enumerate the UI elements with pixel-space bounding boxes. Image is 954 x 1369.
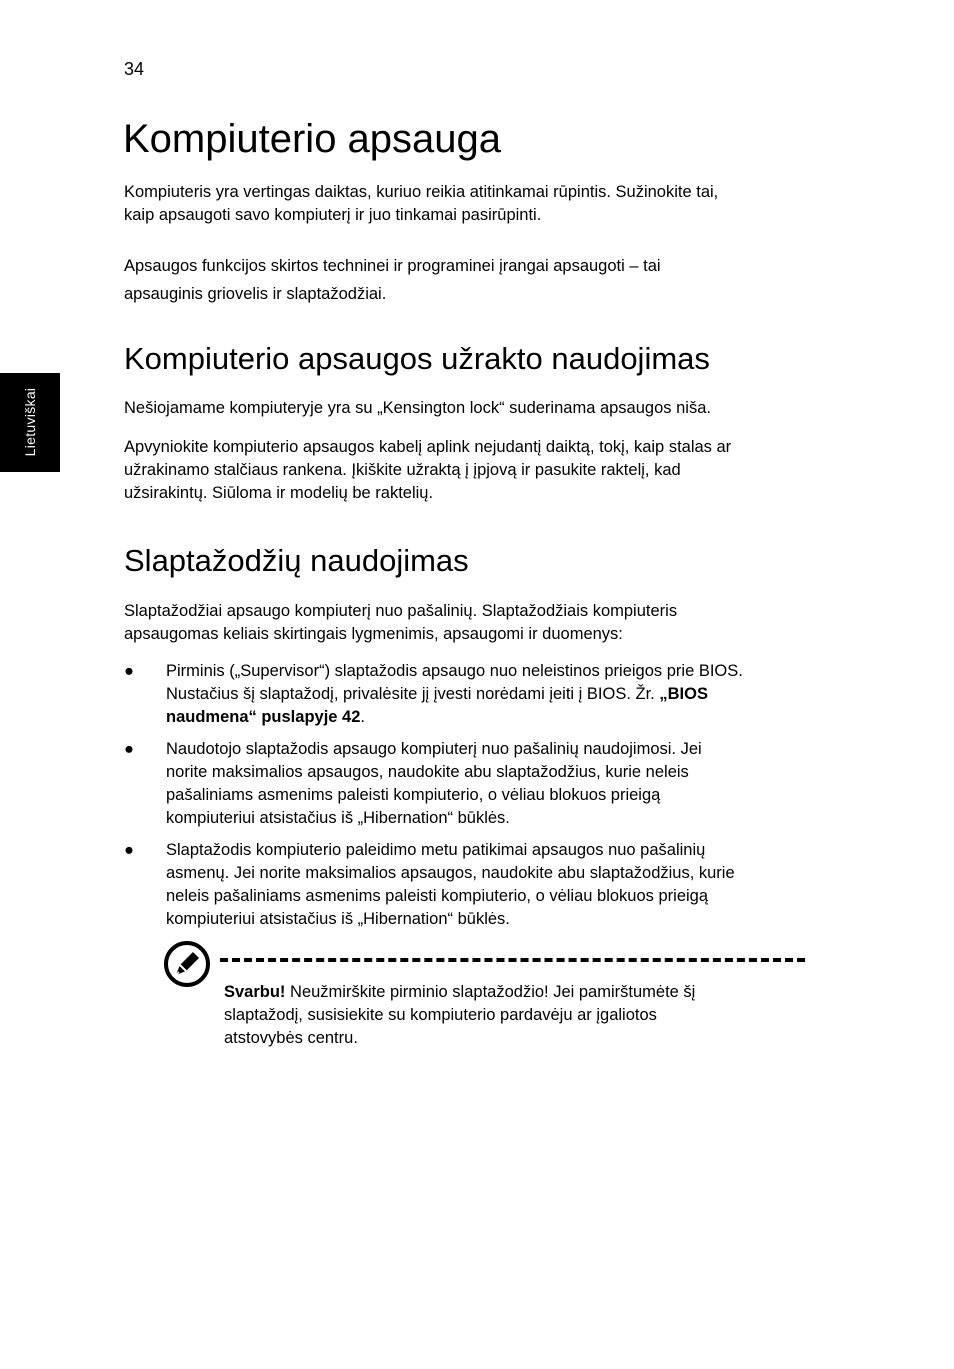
bullet-text bbox=[166, 660, 816, 729]
text-line: kompiuteriui atsistačius iš „Hibernation“ būklės. bbox=[166, 809, 510, 827]
text-line: Slaptažodžiai apsaugo kompiuterį nuo pašalinių. Slaptažodžiais kompiuteris bbox=[124, 602, 678, 620]
bios-reference-link[interactable]: „BIOS bbox=[659, 685, 708, 703]
page-title: Kompiuterio apsauga bbox=[123, 117, 502, 161]
text-line: užrakinamo stalčiaus rankena. Įkiškite užraktą į įpjovą ir pasukite raktelį, kad bbox=[124, 461, 681, 479]
text-run: . bbox=[360, 708, 365, 726]
bullet-dot: ● bbox=[124, 662, 134, 680]
note-divider bbox=[220, 958, 805, 962]
text-run: Neužmirškite pirminio slaptažodžio! Jei pamirštumėte šį bbox=[285, 983, 696, 1001]
text-line: atstovybės centru. bbox=[224, 1029, 358, 1047]
bios-reference-link[interactable]: naudmena“ puslapyje 42 bbox=[166, 708, 361, 726]
note-label: Svarbu! bbox=[224, 983, 286, 1001]
text-line: Slaptažodis kompiuterio paleidimo metu patikimai apsaugos nuo pašalinių bbox=[166, 841, 706, 859]
text-line bbox=[224, 981, 695, 1004]
intro-paragraph-2 bbox=[124, 252, 814, 308]
note-pen-icon bbox=[163, 940, 211, 988]
language-side-tab bbox=[0, 373, 60, 472]
text-line: Apvyniokite kompiuterio apsaugos kabelį aplink nejudantį daiktą, tokį, kaip stalas ar bbox=[124, 438, 732, 456]
text-line: pašaliniams asmenims paleisti kompiuterio, o vėliau blokuos prieigą bbox=[166, 786, 661, 804]
bullet-dot: ● bbox=[124, 740, 134, 758]
text-line: slaptažodį, susisiekite su kompiuterio pardavėju ar įgaliotos bbox=[224, 1006, 657, 1024]
bullet-text bbox=[166, 738, 816, 830]
section-heading-lock: Kompiuterio apsaugos užrakto naudojimas bbox=[124, 341, 710, 376]
lock-paragraph-2 bbox=[124, 436, 814, 505]
text-line: kaip apsaugoti savo kompiuterį ir juo tinkamai pasirūpinti. bbox=[124, 206, 542, 224]
text-line: Nešiojamame kompiuteryje yra su „Kensington lock“ suderinama apsaugos niša. bbox=[124, 399, 711, 417]
text-line: apsauginis griovelis ir slaptažodžiai. bbox=[124, 285, 387, 303]
side-tab-label: Lietuviškai bbox=[22, 387, 38, 457]
bullet-text bbox=[166, 839, 816, 931]
text-line: asmenų. Jei norite maksimalios apsaugos, naudokite abu slaptažodžius, kurie bbox=[166, 864, 735, 882]
text-line: Pirminis („Supervisor“) slaptažodis apsaugo nuo neleistinos prieigos prie BIOS. bbox=[166, 662, 743, 680]
bullet-dot: ● bbox=[124, 841, 134, 859]
text-line: kompiuteriui atsistačius iš „Hibernation“ būklės. bbox=[166, 910, 510, 928]
intro-paragraph-1 bbox=[124, 181, 814, 227]
text-line: Apsaugos funkcijos skirtos techninei ir programinei įrangai apsaugoti – tai bbox=[124, 257, 661, 275]
section-heading-passwords: Slaptažodžių naudojimas bbox=[124, 543, 469, 578]
text-line: norite maksimalios apsaugos, naudokite abu slaptažodžius, kurie neleis bbox=[166, 763, 689, 781]
lock-paragraph-1 bbox=[124, 397, 814, 420]
text-line: Naudotojo slaptažodis apsaugo kompiuterį nuo pašalinių naudojimosi. Jei bbox=[166, 740, 702, 758]
important-note bbox=[224, 981, 695, 1050]
text-line: užsirakintų. Siūloma ir modelių be raktelių. bbox=[124, 484, 434, 502]
text-run: Nustačius šį slaptažodį, privalėsite jį įvesti norėdami įeiti į BIOS. Žr. bbox=[166, 685, 660, 703]
passwords-intro bbox=[124, 600, 814, 646]
text-line bbox=[166, 706, 816, 729]
text-line: apsaugomas keliais skirtingais lygmenimis, apsaugomi ir duomenys: bbox=[124, 625, 623, 643]
page-number: 34 bbox=[124, 59, 145, 79]
text-line: Kompiuteris yra vertingas daiktas, kuriuo reikia atitinkamai rūpintis. Sužinokite tai, bbox=[124, 183, 719, 201]
text-line bbox=[166, 683, 816, 706]
text-line: neleis pašaliniams asmenims paleisti kompiuterio, o vėliau blokuos prieigą bbox=[166, 887, 709, 905]
